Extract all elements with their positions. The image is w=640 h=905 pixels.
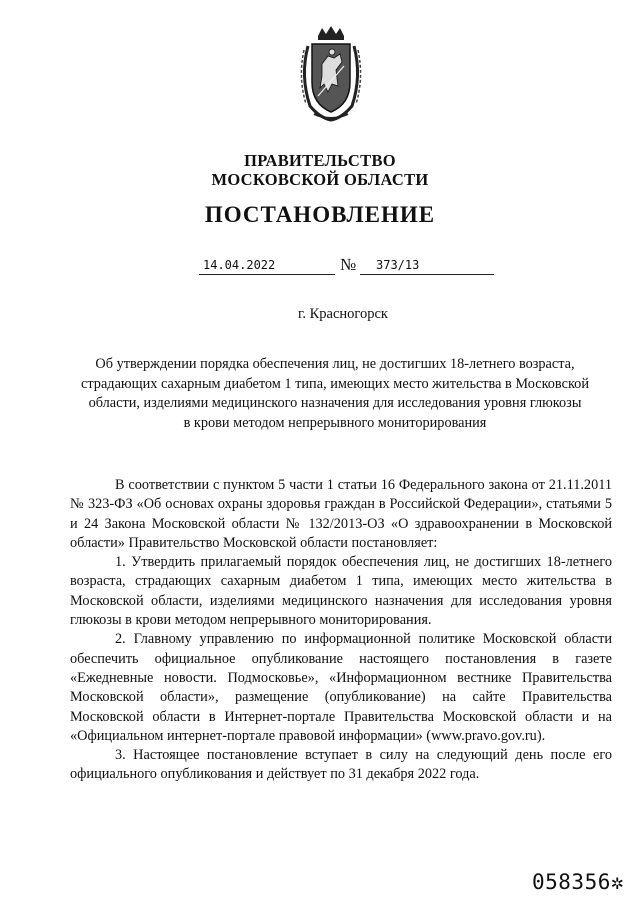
clause-2: 2. Главному управлению по информационной политике Московской области обеспечить официальное опубликование настоящего постановления в газете «Ежедневные новости. Подмосковье», «Информационном вестнике Правительства Московской области», размещение (опубликование) на сайте Правительства Московской области в Интернет-портале Правительства Московской области и на «Официальном интернет-портале правовой информации» (www.pravo.gov.ru). <box>70 631 612 744</box>
document-body <box>70 476 612 785</box>
document-type: ПОСТАНОВЛЕНИЕ <box>204 202 436 227</box>
preamble-paragraph: В соответствии с пунктом 5 части 1 статьи 16 Федерального закона от 21.11.2011 № 323-ФЗ «Об основах охраны здоровья граждан в Российской Федерации», статьями 5 и 24 Закона Московской области № 132/2013-ОЗ «О здравоохранении в Московской области» Правительство Московской области постановляет: <box>70 477 612 551</box>
clause-3: 3. Настоящее постановление вступает в силу на следующий день после его официального опубликования и действует по 31 декабря 2022 года. <box>70 747 612 783</box>
org-name-line1: ПРАВИТЕЛЬСТВО <box>244 151 396 170</box>
clause-1: 1. Утвердить прилагаемый порядок обеспечения лиц, не достигших 18-летнего возраста, страдающих сахарным диабетом 1 типа, имеющих место жительства в Московской области, изделиями медицинского назначения для исследования уровня глюкозы в крови методом непрерывного мониторирования. <box>70 554 612 629</box>
document-subject <box>70 355 600 433</box>
coat-of-arms-icon <box>296 26 366 122</box>
subject-line: страдающих сахарным диабетом 1 типа, имеющих место жительства в Московской <box>81 375 589 392</box>
number-sign: № <box>340 255 357 274</box>
city: г. Красногорск <box>298 306 388 322</box>
subject-line: области, изделиями медицинского назначения для исследования уровня глюкозы <box>88 395 582 411</box>
document-date: 14.04.2022 <box>199 258 335 275</box>
subject-line: Об утверждении порядка обеспечения лиц, не достигших 18-летнего возраста, <box>95 356 575 372</box>
document-number: 373/13 <box>360 258 494 275</box>
form-serial-number: 058356✲ <box>532 870 625 894</box>
subject-line: в крови методом непрерывного мониторирования <box>183 414 487 431</box>
registration-line <box>0 254 640 276</box>
org-name-line2: МОСКОВСКОЙ ОБЛАСТИ <box>211 170 429 189</box>
